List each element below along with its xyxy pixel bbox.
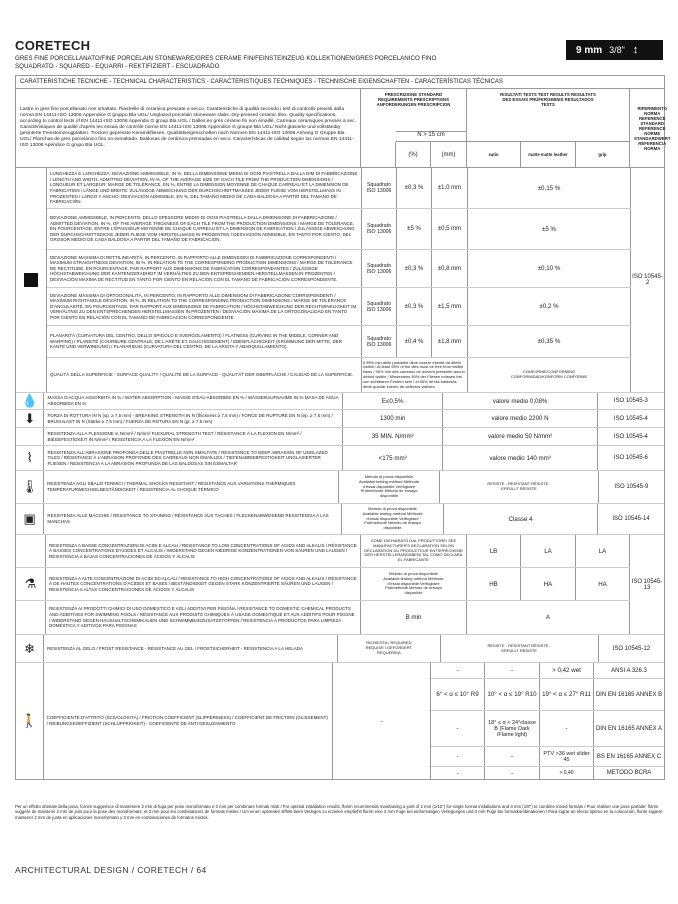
- snowflake-icon: ❄: [16, 635, 44, 662]
- installation-footnote: Per un effetto ottimale della posa, fornim suggerisce di mantenere 2 mm di fuga per pose monoformato e 3 mm per combinare formati misti / For optimal installation results, florim recommends maintaining a joint of 2 mm (1/12") for single format installations and 3 mm (1/8") to combine mixed formats / Pour réaliser une pose parfaite, florim suggère de maintenir 2 mm de joint pour la pose des monoformats, et 3 mm pour les combinaisons de formats mixtes / Um einen optimalen Effekt beim Verlegen zu erzielen empfiehlt florim eine 2 mm Fuge bei einformatigen Verlegungen und 3 mm Fuge bei formatkombinationen / Para lograr un efecto óptimo en la colocación, florim sugiere mantener 2 mm de junta en aplicaciones monoformato y 3 mm en combinaciones de formatos mixtos.: [15, 804, 663, 820]
- frost-ref: ISO 10545-12: [612, 645, 651, 652]
- abrasion-result: valore medio 140 mm³: [443, 446, 597, 470]
- table-row: [16, 471, 664, 504]
- acids-low-satin: LB: [467, 535, 521, 567]
- row-desc: DEVIAZIONE AMMISSIBILE, IN PERCENTO, DELLO SPESSORE MEDIO DI OGNI PIASTRELLA DALLA DIMENSIONE DI FABBRICAZIONE / ADMITTED DEVIATION, IN %, OF THE AVERAGE THICKNESS OF EACH TILE FROM THE PRODUCTION DIMENSIONS / MARGE DE TOLÉRANCE, EN POURCENTAGE, ENTRE L'ÉPAISSEUR MOYENNE DE CHAQUE CARREAU ET LA DIMENSION DE FABRICATION / ZULÄSSIGE ABWEICHUNG DER DURCHSCHNITTSDICKE JEDER FLIESE VOM HERSTELLMASS IN PROZENTEN / DESVIACIÓN ADMISIBLE, EN TANTO POR CIENTO, DEL GROSOR MEDIO DE CADA BALDOSA A PARTIR DEL TAMAÑO DE FABRICACIÓN.: [47, 209, 362, 249]
- table-row: [47, 288, 631, 326]
- acids-low-grip: LA: [576, 535, 630, 567]
- breaking-result: valore medio 2200 N: [443, 410, 597, 427]
- results-header: [467, 89, 630, 167]
- thickness-inch: 3/8": [609, 45, 625, 55]
- acids-low-desc: RESISTENZA A BASSE CONCENTRAZIONI DI ACIDI E ALCALI / RESISTANCE TO LOW CONCENTRATIONS OF ACIDS AND ALKALIS / RÉSISTANCE À BASSES CONCENTRATIONS D'ACIDES ET ALCALIS / WIDERSTAND GEGEN NIEDRIGE KONZENTRATIONEN VON SÄUREN UND LAUGEN / RESISTENCIA A BAJAS CONCENTRACIONES DE ÁCIDOS Y ÁLCALIS: [46, 535, 361, 567]
- thermometer-icon: 🌡: [16, 471, 44, 503]
- friction-satin: 6° < α ≤ 10° R9: [431, 679, 485, 710]
- row-result: ±0,2 %: [468, 288, 631, 325]
- table-row: [47, 209, 631, 250]
- row-pct: ±0,3 %: [397, 168, 432, 208]
- friction-grip: 19° < α ≤ 27° R11: [540, 679, 594, 710]
- thermal-result: RESISTE - RESISTANT RÉSISTE - ERFÜLLT RESISTE: [440, 471, 598, 503]
- characteristics-table: [15, 75, 671, 780]
- chemicals-std: B min: [361, 601, 467, 634]
- absorption-desc: MASSA D'ACQUA ASSORBITA IN % / WATER ABSORPTION - MASSE D'EAU ABSORBÉE EN % / WASSERAUFNAHME IN % MASA DE AGUA ABSORBIDA EN %: [44, 393, 343, 409]
- stain-std: Metodo di prova disponibile Available testing method Méthode d'essai disponible Verfügbare Prüfmethode Método de ensayo disponible: [342, 504, 444, 534]
- chemicals-desc: RESISTENZA AI PRODOTTI CHIMICI DI USO DOMESTICO E AGLI ADDITIVI PER PISCINA / RESISTANCE TO DOMESTIC CHEMICAL PRODUCTS AND ADDITIVES FOR SWIMMING POOLS / RÉSISTANCE AUX PRODUITS CHIMIQUES À USAGE DOMESTIQUE ET AUX ADDITIFS POUR PISCINE / WIDERSTAND GEGEN HAUSHALTSCHEMIKALIEN UND SCHWIMMBADZUSATZSTOFFEN / RESISTENCIA A PRODUCTOS PARA LIMPIEZA DOMÉSTICA Y ADITIVOS PARA PISCINAS: [46, 601, 361, 634]
- acids-low-std: COME DICHIARATO DAL PRODUTTORE/ SEE MANUFACTURER'S DECLARATION SELON DÉCLARATION DU PRODUCTEUR ENTSPRECHEND DER HERSTELLERANGABEN/ TAL COMO DECLARA EL FABRICANTE: [361, 535, 467, 567]
- row-pct: ±0,3 %: [397, 250, 432, 287]
- quality-desc: QUALITÀ DELLA SUPERFICIE - SURFACE QUALITY / QUALITÉ DE LA SURFACE - QUALITÄT DER OBERFLÄCHE / CALIDAD DE LA SUPERFICIE.: [47, 358, 362, 392]
- reference-header: RIFERIMENTO NORMA REFERENCE STANDARD RÉFÉRENCE NORME STANDARDWERT REFERENCIA NORMA: [634, 105, 671, 151]
- row-desc: DEVIAZIONE MASSIMA DI ORTOGONALITÀ, IN PERCENTO, IN RAPPORTO ALLE DIMENSIONI DI FABBRICAZIONE CORRISPONDENTI / MAXIMUM RIGHTANGLE DEVIATION, IN %, IN RELATION TO THE CORRESPONDING PRODUCTION DIMENSIONS / MARGE DE TOLÉRANCE D'ANGULARITÉ, EN POURCENTAGE, PAR RAPPORT AUX DIMENSIONS DE FABRICATION / HÖCHSTABWEICHUNG DER RECHTWINKLIGKEIT IM VERHÄLTNIS ZU DEN ENTSPRECHENDEN HERSTELLMASSEN IN PROZENTEN / DESVIACIÓN MÁXIMA DE LA ORTOGONALIDAD EN TANTO POR CIENTO EN RELACIÓN CON EL TAMAÑO DE FABRICACIÓN CORRESPONDIENTE.: [47, 288, 362, 325]
- friction-grip: > 0,40: [540, 767, 594, 779]
- row-pct: ±0,3 %: [397, 288, 432, 325]
- acids-high-satin: HB: [467, 568, 521, 600]
- thermal-ref: ISO 10545-9: [614, 484, 649, 490]
- row-std: Squadrato ISO 13006: [362, 209, 397, 249]
- row-std: Squadrato ISO 13006: [362, 250, 397, 287]
- friction-std: -: [333, 663, 431, 779]
- acids-high-desc: RESISTENZA A ALTE CONCENTRAZIONI DI ACIDI ED ALCALI / RESISTANCE TO HIGH CONCENTRATIONS OF ACIDS AND ALKALIS / RÉSISTANCE À DE HAUTES CONCENTRATIONS D'ACIDES ET BASES / BESTÄNDIGKEIT GEGEN STARK KONZENTRIERTE SÄUREN UND LAUGEN / RESISTENCIA A ALTAS CONCENTRACIONES DE ÁCIDOS Y ÁLCALIS: [46, 568, 361, 600]
- col-matte: matte matte leather: [521, 142, 576, 167]
- friction-grip: -: [540, 711, 594, 746]
- friction-ref: DIN EN 16165 ANNEX B: [595, 691, 663, 698]
- abrasion-std: <175 mm³: [343, 446, 443, 470]
- table-row: [16, 428, 664, 446]
- subtitle-line-1: GRES FINE PORCELLANATO/FINE PORCELAIN STONEWARE/GRES CERAME FIN/FEINSTEINZEUG KOLLEKTIONEN/GRES PORCELANICO FINO: [15, 55, 437, 62]
- friction-block: [16, 663, 664, 779]
- stain-result: Classe 4: [444, 504, 598, 534]
- row-pct: ±5 %: [397, 209, 432, 249]
- requirements-header: [361, 89, 467, 167]
- blank-icon-cell: [16, 535, 46, 567]
- table-row: [16, 635, 664, 663]
- friction-matte: -: [485, 747, 540, 766]
- col-satin: satin: [467, 142, 521, 167]
- friction-grip: PTV >36 wet slider 45: [540, 747, 594, 766]
- flexural-ref: ISO 10545-4: [613, 433, 648, 440]
- row-result: ±0,35 %: [468, 326, 631, 357]
- table-row: [16, 446, 664, 471]
- table-row: [47, 326, 631, 358]
- flask-icon: ⚗: [16, 568, 46, 600]
- thickness-arrow-icon: ↕: [632, 44, 639, 56]
- friction-ref: ANSI A 326.3: [611, 667, 647, 674]
- row-desc: LUNGHEZZA E LARGHEZZA: DEVIAZIONE AMMISSIBILE, IN %, DELLA DIMENSIONE MEDIA DI OGNI PIASTRELLA DALLA DIM DI FABBRICAZIONE / LENGTH AND WIDTH: ADMITTED DEVIATION, IN %, OF THE AVERAGE SIZE OF EACH TILE FROM THE PRODUCTION DIMENSIONS / LONGUEUR ET LARGEUR: MARGE DE TOLÉRANCE, EN %, ENTRE LA DIMENSION MOYENNE DE CHAQUE CARREAU ET LA DIMENSION DE FABRICATION / LÄNGE UND BREITE: ZULÄSSIGE ABWEICHUNG DER DURCHSCHNITTMASSES JEDER FLIESE VOM HERSTELLMASS IN PROZENTEN / LARGO Y ANCHO: DESVIACIÓN ADMISIBLE, EN %, DEL TAMAÑO MEDIO DE CADA BALDOSA A PARTIR DEL TAMAÑO DE FABRICACIÓN.: [47, 168, 362, 208]
- table-row: [16, 393, 664, 410]
- table-row: [16, 535, 630, 568]
- table-row: [16, 568, 630, 601]
- acids-high-matte: HA: [521, 568, 576, 600]
- col-grip: grip: [598, 152, 607, 157]
- water-drops-icon: 💧: [16, 393, 44, 409]
- row-mm: ±0,5 mm: [432, 209, 468, 249]
- friction-row: [431, 663, 664, 679]
- table-row: [47, 168, 631, 209]
- page-subtitle: [15, 55, 535, 71]
- friction-row: [431, 767, 664, 779]
- friction-satin: -: [431, 711, 485, 746]
- table-row: [47, 250, 631, 288]
- acids-high-grip: HA: [576, 568, 630, 600]
- stain-desc: RESISTENZA ALLE MACCHIE / RESISTANCE TO STAINING / RÉSISTANCE AUX TACHES / FLECKENABWEISEND RESISTENCIA A LAS MANCHAS: [44, 504, 342, 534]
- dimension-square-icon: [16, 168, 47, 393]
- flexural-std: 35 MIN. N/mm²: [343, 428, 443, 445]
- row-desc: PLANARITÀ (CURVATURA DEL CENTRO, DELLO SPIGOLO E SVERGOLAMENTO) / FLATNESS (CURVING IN THE MIDDLE, CORNER AND WARPING) / PLANÉITÉ (COURBURE CENTRALE, DE L'ARÊTE ET GAUCHISSEMENT) / EBENFLÄCHIGKEIT (KRÜMMUNG DER MITTE, DER KANTE UND VERWINDUNG) / PLANARIDAD (CURVATURA DEL CENTRO, DE LA ARISTA Y ABARQUILLAMIENTO).: [47, 326, 362, 357]
- page-footer: ARCHITECTURAL DESIGN / CORETECH / 64: [15, 865, 207, 875]
- friction-ref: BS EN 16165 ANNEX C: [596, 753, 662, 760]
- blank-icon-cell: [16, 428, 44, 445]
- table-title: CARATTERISTICHE TECNICHE - TECHNICAL CHARACTERISTICS - CARACTERISTIQUES TECHNIQUES - TECHNISCHE EIGENSCHAFTEN - CARACTERÍSTICAS TÉCNICAS: [16, 76, 664, 89]
- friction-ref: METODO BCRA: [606, 770, 652, 776]
- abrasion-ref: ISO 10545-6: [613, 455, 648, 461]
- table-row: [47, 358, 631, 393]
- table-row: [16, 504, 664, 535]
- weight-icon: ⬇: [16, 410, 44, 427]
- friction-satin: -: [431, 747, 485, 766]
- friction-matte: 10° < α ≤ 19° R10: [485, 679, 540, 710]
- breaking-desc: FORZA DI ROTTURA IN N (sp. ≥ 7,5 mm) - BREAKING STRENGTH IN N (thickness ≥ 7,5 mm) / FORCE DE RUPTURE EN N (ép. ≥ 7,5 mm) / BRUCHLAST IN N (Stärke ≥ 7,5 mm) / FUERZA DE ROTURA EN N (gr. ≥ 7,5 mm): [44, 410, 343, 427]
- table-row: [16, 410, 664, 428]
- friction-grip: > 0,42 wet: [540, 663, 594, 678]
- row-std: Squadrato ISO 13006: [362, 288, 397, 325]
- row-mm: ±1,8 mm: [432, 326, 468, 357]
- friction-ref: DIN EN 16165 ANNEX A: [595, 725, 663, 732]
- row-result: ±5 %: [468, 209, 631, 249]
- table-row: [16, 601, 630, 635]
- breaking-std: 1300 min: [343, 410, 443, 427]
- abrasion-desc: RESISTENZA ALL'ABRASIONE PROFONDA DELLE PIASTRELLE NON SMALTATE / RESISTANCE TO DEEP ABRASION OF UNGLAZED TILES / RÉSISTANCE À L'ABRASION PROFONDE DES CARREAUX NON ÉMAILLÉS / TIEFENABRIEBFESTIGKEIT UNGLASIERTER FLIESEN / RESISTENCIA A LA ABRASIÓN PROFUNDA DE LAS BALDOSAS SIN ESMALTAR: [44, 446, 343, 470]
- row-pct: ±0,4 %: [397, 326, 432, 357]
- flexural-result: valore medio 50 N/mm²: [443, 428, 597, 445]
- friction-row: [431, 747, 664, 767]
- absorption-result: valore medio 0,08%: [443, 393, 597, 409]
- table-header: [16, 89, 671, 168]
- requirements-unit: N > 15 cm: [396, 131, 466, 142]
- friction-desc: COEFFICIENTE D'ATTRITO (SCIVOLOSITÀ) / FRICTION COEFFICIENT (SLIPPERINESS) / COEFFICIENT DE FRICTION (GLISSEMENT) / REIBUNGSKOEFFIZIENT (SCHLÜPFRIGKEIT) - COEFICIENTE DE ANTI DESLIZAMIENTO: [44, 663, 334, 779]
- chemicals-result: A: [467, 601, 630, 634]
- stain-icon: ▣: [16, 504, 44, 534]
- requirements-label: PRESCRIZIONE STANDARD REQUIREMENTS PRESCRIPTIONS ANFORDERUNGEN PRESCRIPCION: [376, 92, 451, 107]
- frost-desc: RESISTENZA AL GELO / FROST RESISTANCE - RÉSISTANCE AU GEL / FROSTSICHERHEIT - RESISTENCIA A LA HELADA: [44, 635, 338, 662]
- thermal-desc: RESISTENZA AGLI SBALZI TERMICI / THERMAL SHOCKS RESISTANT / RÉSISTANCE AUX VARIATIONS THERMIQUES TEMPERATURWECHSELBESTÄNDIGKEIT / RESISTENCIA AL CHOQUE TÉRMICO: [44, 471, 339, 503]
- page-title: CORETECH: [15, 38, 91, 53]
- friction-row: [431, 679, 664, 711]
- row-desc: DEVIAZIONE MASSIMA DI RETTILINEARITÀ, IN PERCENTO, IN RAPPORTO ALLE DIMENSIONI DI FABBRICAZIONE CORRISPONDENTI / MAXIMUM STRAIGHTNESS DEVIATION, IN %, IN RELATION TO THE CORRESPONDING PRODUCTION DIMENSIONS / MARGE DE TOLÉRANCE DE RECTITUDE, EN POURCENTAGE, PAR RAPPORT AUX DIMENSIONS DE FABRICATION CORRESPONDANTES / ZULÄSSIGE HÖCHSTABWEICHUNG DER KANTENGERADHEIT IM VERHÄLTNIS ZU DEN ENTSPRECHENDEN HERSTELLMASSEN IN PROZENTEN / DESVIACIÓN MÁXIMA DE RECTITUD EN TANTO POR CIENTO EN RELACIÓN CON EL TAMAÑO DE FABRICACIÓN CORRESPONDIENTE.: [47, 250, 362, 287]
- quality-result: CONFORME/CONFORMING CONFORMIDAD/KONFORM CONFORME: [468, 358, 631, 392]
- row-std: Squadrato ISO 13006: [362, 168, 397, 208]
- friction-matte: 18° ≤ α < 24°classe B (Flame Dark /Flame light): [485, 711, 540, 746]
- friction-matte: -: [485, 663, 540, 678]
- friction-matte: -: [485, 767, 540, 779]
- flexural-desc: RESISTENZA ALLA FLESSIONE in N/mm² / N/mm² FLEXURAL STRENGTH TEST / RÉSISTANCE À LA FLEXION EN N/mm² / BIEGEFESTIGKEIT IN N/mm² / RESISTENCIA A LA FLEXIÓN EN N/mm²: [44, 428, 343, 445]
- col-percent: (%): [396, 142, 431, 167]
- quality-std: Il 95% min delle piastrelle deve essere esente da difetti visibili / At least 95% of the tiles must be free from visible flaws / 95% min des carreaux ne doivent présenter aucun défaut visible / Mindestens 95% der Fliesen müssen frei von sichtbaren Fehlern sein / el 95% de las baldosas debe quedar exento de defectos visibles.: [362, 358, 468, 392]
- stain-ref: ISO 10545-14: [612, 516, 650, 522]
- results-label: RISULTATI TESTS TEST RESULTS RESULTATS DES ESSAIS PRÜFERGEBNIS RESULTADOS TESTS: [500, 92, 596, 107]
- row-result: ±0,10 %: [468, 250, 631, 287]
- thickness-badge: [566, 40, 663, 60]
- col-mm: (mm): [441, 151, 456, 158]
- slip-icon: 🚶: [16, 663, 44, 779]
- absorption-ref: ISO 10545-3: [613, 398, 648, 404]
- acids-reference: ISO 10545-13: [630, 535, 664, 635]
- row-mm: ±1,5 mm: [432, 288, 468, 325]
- absorption-std: E≤0,5%: [343, 393, 443, 409]
- row-mm: ±0,8 mm: [432, 250, 468, 287]
- abrasion-icon: ⌇: [16, 446, 44, 470]
- blank-icon-cell: [16, 601, 46, 634]
- row-std: Squadrato ISO 13006: [362, 326, 397, 357]
- acids-high-std: Metodo di prova disponibile Available testing method Méthode d'essai disponible Verfügbare Prüfmethode Método de ensayo disponible: [361, 568, 467, 600]
- subtitle-line-2: SQUADRATO - SQUARED - EQUARRI - REKTIFIZIERT - ESCUADRADO: [15, 63, 220, 71]
- col-std-blank: [361, 142, 396, 167]
- friction-satin: -: [431, 767, 485, 779]
- thickness-mm: 9 mm: [576, 44, 603, 56]
- row-mm: ±1,0 mm: [432, 168, 468, 208]
- frost-std: RICHIESTA / REQUIRED REQUISE / GEFORDERT REQUERIDA: [338, 635, 440, 662]
- row-result: ±0,15 %: [468, 168, 631, 208]
- frost-result: RESISTE - RESISTANT RÉSISTE - ERFÜLLT RESISTE: [441, 635, 599, 662]
- friction-row: [431, 711, 664, 747]
- dimension-reference: ISO 10545-2: [631, 168, 664, 393]
- thermal-std: Metodo di prova disponibile Available testing method Méthode d'essai disponible Verfügbare Prüfmethode Método de ensayo disponible: [339, 471, 441, 503]
- friction-satin: -: [431, 663, 485, 678]
- acids-low-matte: LA: [521, 535, 576, 567]
- table-intro: Lastre in gres fine porcellanato non smaltato. Piastrelle di ceramica pressate a secco. Caratteristiche di qualità secondo i test di controllo previsti dalla norma EN 14411-ISO 13006 Appendice G gruppo Bla UGL/ Unglazed porcelain stoneware slabs. Dry-pressed ceramic tiles. Quality specifications, according to control tests of EN 14411-ISO 13006 Appendix G group Bla UGL / Dalles en grès cérame fin non émaillé. Carreaux céramiques pressés à sec. Caractéristiques de qualité d'après les essais de contrôle norme EN 14411-ISO 13006 Appendice G groupe Bla UGL/ Nicht glasierte und vollständig gesinterte Feinsteinzeugplatten. Trocken gepresste Keramikfliesen. Qualitätseigenschaften nach Normen EN 14411-ISO 13006 Anhang G Gruppe Bla UGL/ Planchas de gres porcelánico fino no esmaltado. Baldosas de cerámica prensadas en seco. Características de calidad según las normas EN 14411-ISO 13006 Apéndice G grupo Bla UGL.: [16, 89, 361, 167]
- breaking-ref: ISO 10545-4: [613, 415, 648, 422]
